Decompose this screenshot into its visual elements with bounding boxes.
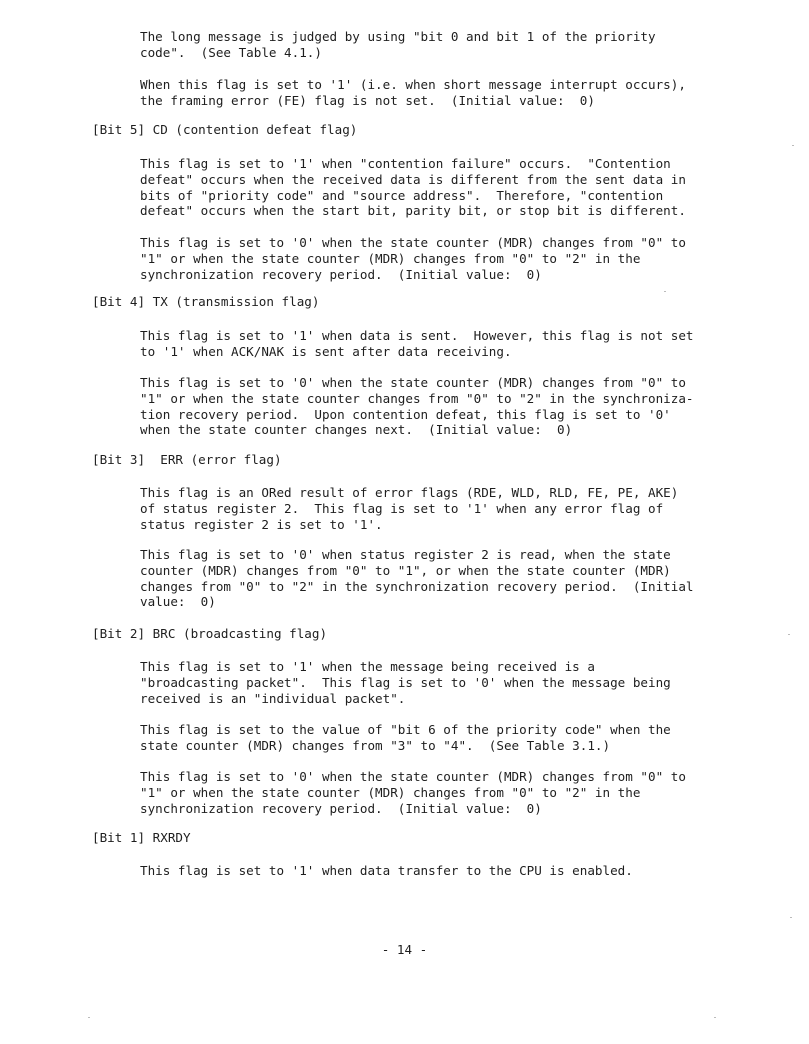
text-line: This flag is an ORed result of error flags (RDE, WLD, RLD, FE, PE, AKE) xyxy=(140,485,679,500)
text-line: "1" or when the state counter (MDR) changes from "0" to "2" in the xyxy=(140,250,641,266)
scan-speck xyxy=(792,145,794,146)
scan-speck xyxy=(88,1017,90,1018)
text-line: When this flag is set to '1' (i.e. when short message interrupt occurs), xyxy=(140,77,686,92)
scan-speck xyxy=(788,634,790,635)
bit5-paragraph-2 xyxy=(140,235,790,282)
text-line: synchronization recovery period. (Initial value: 0) xyxy=(140,266,542,282)
text-line: "1" or when the state counter changes from "0" to "2" in the synchroniza- xyxy=(140,390,694,406)
text-line: This flag is set to '0' when the state counter (MDR) changes from "0" to xyxy=(140,235,686,250)
text-line: The long message is judged by using "bit 0 and bit 1 of the priority xyxy=(140,29,656,44)
text-line: changes from "0" to "2" in the synchronization recovery period. (Initial xyxy=(140,578,694,594)
bit4-paragraph-2 xyxy=(140,375,790,438)
text-line: This flag is set to '0' when status register 2 is read, when the state xyxy=(140,547,671,562)
text-line: bits of "priority code" and "source address". Therefore, "contention xyxy=(140,187,664,203)
bit2-paragraph-1 xyxy=(140,659,790,706)
text-line: value: 0) xyxy=(140,594,216,610)
text-line: This flag is set to '1' when data is sent. However, this flag is not set xyxy=(140,328,694,343)
bit2-paragraph-3 xyxy=(140,769,790,816)
section-heading-bit5: [Bit 5] CD (contention defeat flag) xyxy=(92,122,358,137)
bit5-paragraph-1 xyxy=(140,156,790,219)
bit3-paragraph-1 xyxy=(140,485,790,532)
text-line: This flag is set to the value of "bit 6 of the priority code" when the xyxy=(140,722,671,737)
scan-speck xyxy=(664,291,666,292)
text-line: to '1' when ACK/NAK is sent after data receiving. xyxy=(140,343,512,359)
text-line: This flag is set to '1' when "contention failure" occurs. "Contention xyxy=(140,156,671,171)
text-line: status register 2 is set to '1'. xyxy=(140,516,383,532)
section-heading-bit1: [Bit 1] RXRDY xyxy=(92,830,191,845)
intro-paragraph-1 xyxy=(140,29,790,61)
scan-speck xyxy=(790,917,792,918)
text-line: when the state counter changes next. (Initial value: 0) xyxy=(140,422,573,438)
text-line: defeat" occurs when the start bit, parity bit, or stop bit is different. xyxy=(140,203,686,219)
section-heading-bit4: [Bit 4] TX (transmission flag) xyxy=(92,294,320,309)
bit2-paragraph-2 xyxy=(140,722,790,754)
section-heading-bit2: [Bit 2] BRC (broadcasting flag) xyxy=(92,626,328,641)
text-line: received is an "individual packet". xyxy=(140,690,406,706)
page-number: - 14 - xyxy=(381,942,428,957)
intro-paragraph-2 xyxy=(140,77,790,109)
bit1-paragraph-1 xyxy=(140,863,790,879)
bit3-paragraph-2 xyxy=(140,547,790,610)
text-line: defeat" occurs when the received data is different from the sent data in xyxy=(140,171,686,187)
text-line: "1" or when the state counter (MDR) changes from "0" to "2" in the xyxy=(140,784,641,800)
scan-speck xyxy=(714,1017,716,1018)
text-line: This flag is set to '0' when the state counter (MDR) changes from "0" to xyxy=(140,769,686,784)
text-line: synchronization recovery period. (Initial value: 0) xyxy=(140,800,542,816)
text-line: code". (See Table 4.1.) xyxy=(140,44,322,60)
bit4-paragraph-1 xyxy=(140,328,790,360)
text-line: This flag is set to '1' when the message being received is a xyxy=(140,659,595,674)
text-line: This flag is set to '1' when data transfer to the CPU is enabled. xyxy=(140,863,633,878)
text-line: state counter (MDR) changes from "3" to "4". (See Table 3.1.) xyxy=(140,737,611,753)
text-line: tion recovery period. Upon contention defeat, this flag is set to '0' xyxy=(140,406,671,422)
text-line: This flag is set to '0' when the state counter (MDR) changes from "0" to xyxy=(140,375,686,390)
text-line: "broadcasting packet". This flag is set to '0' when the message being xyxy=(140,674,671,690)
text-line: of status register 2. This flag is set to '1' when any error flag of xyxy=(140,500,664,516)
text-line: counter (MDR) changes from "0" to "1", or when the state counter (MDR) xyxy=(140,562,671,578)
section-heading-bit3: [Bit 3] ERR (error flag) xyxy=(92,452,282,467)
text-line: the framing error (FE) flag is not set. (Initial value: 0) xyxy=(140,92,595,108)
